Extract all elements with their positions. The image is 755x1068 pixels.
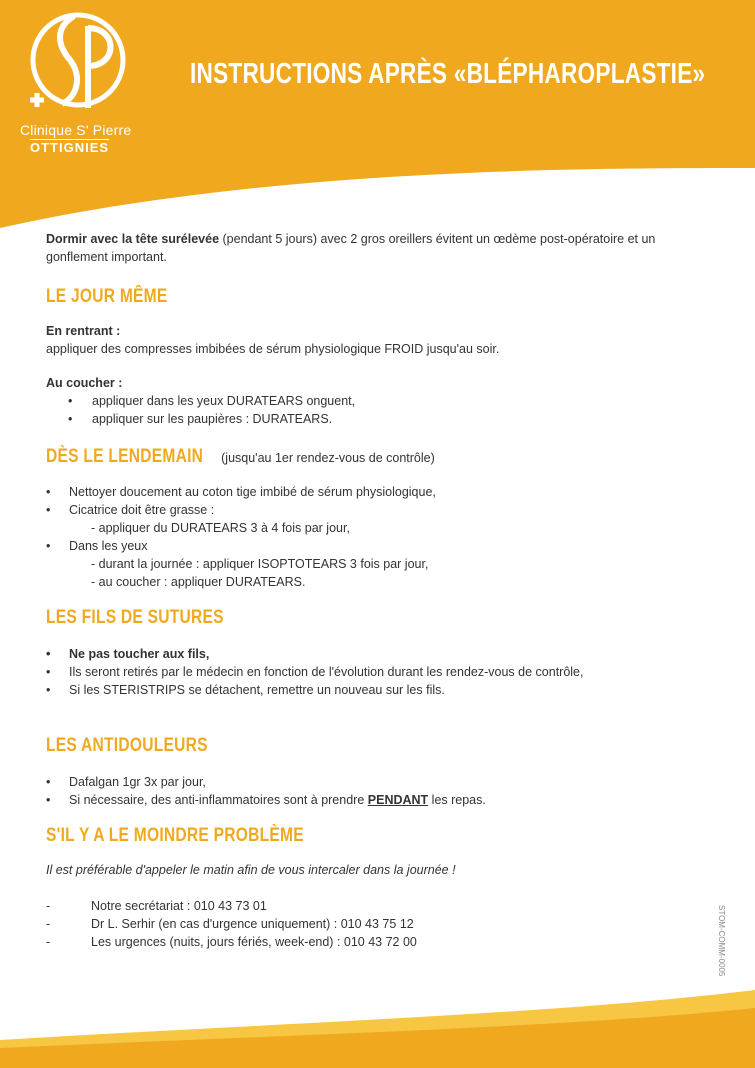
au-coucher-label: Au coucher :: [46, 376, 123, 390]
section-title-sutures: LES FILS DE SUTURES: [46, 607, 224, 628]
section-title-jour-meme: LE JOUR MÊME: [46, 286, 168, 307]
en-rentrant-label: En rentrant :: [46, 324, 121, 338]
intro-text: (pendant 5 jours) avec 2 gros oreillers évitent un œdème post-opératoire et un gonflement important.: [46, 232, 656, 264]
antidouleurs-text: Si nécessaire, des anti-inflammatoires sont à prendre: [69, 793, 368, 807]
document-reference: STOM-COMM-0005: [717, 905, 726, 977]
list-item: • Dans les yeux: [46, 537, 716, 555]
list-item: [46, 791, 716, 809]
document-body: [46, 230, 716, 951]
clinic-city: OTTIGNIES: [30, 140, 110, 155]
sub-item: - appliquer du DURATEARS 3 à 4 fois par jour,: [91, 521, 350, 535]
section-title-antidouleurs: LES ANTIDOULEURS: [46, 735, 208, 756]
probleme-note: Il est préférable d'appeler le matin afin de vous intercaler dans la journée !: [46, 863, 456, 877]
sub-item: - durant la journée : appliquer ISOPTOTEARS 3 fois par jour,: [91, 557, 429, 571]
section-title-lendemain: DÈS LE LENDEMAIN: [46, 446, 204, 467]
list-item: • Dafalgan 1gr 3x par jour,: [46, 773, 716, 791]
contact-item: - Dr L. Serhir (en cas d'urgence uniquement) : 010 43 75 12: [46, 915, 716, 933]
intro-paragraph: [46, 230, 716, 266]
footer-wave: [0, 990, 755, 1068]
list-item: • appliquer sur les paupières : DURATEARS.: [46, 410, 716, 428]
en-rentrant-text: appliquer des compresses imbibées de sérum physiologique FROID jusqu'au soir.: [46, 342, 500, 356]
list-item: • Nettoyer doucement au coton tige imbibé de sérum physiologique,: [46, 483, 716, 501]
list-item: • Si les STERISTRIPS se détachent, remettre un nouveau sur les fils.: [46, 681, 716, 699]
page-title: INSTRUCTIONS APRÈS «BLÉPHAROPLASTIE»: [190, 58, 706, 90]
clinic-name: Clinique S' Pierre: [20, 122, 132, 138]
contact-item: - Les urgences (nuits, jours fériés, week-end) : 010 43 72 00: [46, 933, 716, 951]
antidouleurs-text-end: les repas.: [428, 793, 486, 807]
list-item: • Ils seront retirés par le médecin en fonction de l'évolution durant les rendez-vous de contrôle,: [46, 663, 716, 681]
section-header-lendemain: [46, 448, 716, 467]
list-item: • Cicatrice doit être grasse :: [46, 501, 716, 519]
section-title-probleme: S'IL Y A LE MOINDRE PROBLÈME: [46, 825, 304, 846]
sub-item: - au coucher : appliquer DURATEARS.: [91, 575, 306, 589]
list-item: • appliquer dans les yeux DURATEARS onguent,: [46, 392, 716, 410]
contact-item: - Notre secrétariat : 010 43 73 01: [46, 897, 716, 915]
list-item: • Ne pas toucher aux fils,: [46, 645, 716, 663]
intro-bold: Dormir avec la tête surélevée: [46, 232, 220, 246]
pendant-emphasis: PENDANT: [367, 793, 429, 807]
lendemain-note: (jusqu'au 1er rendez-vous de contrôle): [221, 451, 435, 465]
